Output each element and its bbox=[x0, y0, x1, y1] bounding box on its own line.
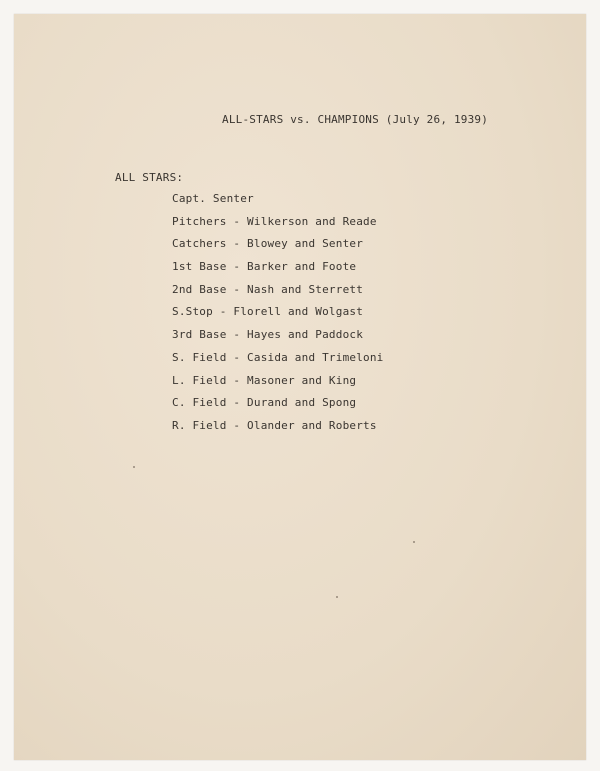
typed-document-sheet bbox=[14, 14, 586, 760]
paper-speck bbox=[413, 541, 415, 543]
section-label-all-stars: ALL STARS: bbox=[115, 171, 184, 184]
roster-line-shortstop: S.Stop - Florell and Wolgast bbox=[172, 305, 364, 319]
roster-line-center-field: C. Field - Durand and Spong bbox=[172, 396, 357, 410]
paper-speck bbox=[336, 596, 338, 598]
roster-line-captain: Capt. Senter bbox=[172, 192, 254, 205]
roster-line-catchers: Catchers - Blowey and Senter bbox=[172, 237, 364, 251]
document-title: ALL-STARS vs. CHAMPIONS (July 26, 1939) bbox=[222, 113, 489, 126]
paper-speck bbox=[133, 466, 135, 468]
roster-line-third-base: 3rd Base - Hayes and Paddock bbox=[172, 328, 364, 342]
roster-list bbox=[172, 192, 384, 442]
roster-line-first-base: 1st Base - Barker and Foote bbox=[172, 260, 357, 274]
roster-line-second-base: 2nd Base - Nash and Sterrett bbox=[172, 282, 364, 296]
roster-line-short-field: S. Field - Casida and Trimeloni bbox=[172, 350, 384, 364]
roster-line-left-field: L. Field - Masoner and King bbox=[172, 373, 357, 387]
roster-line-pitchers: Pitchers - Wilkerson and Reade bbox=[172, 214, 377, 228]
roster-line-right-field: R. Field - Olander and Roberts bbox=[172, 418, 377, 432]
